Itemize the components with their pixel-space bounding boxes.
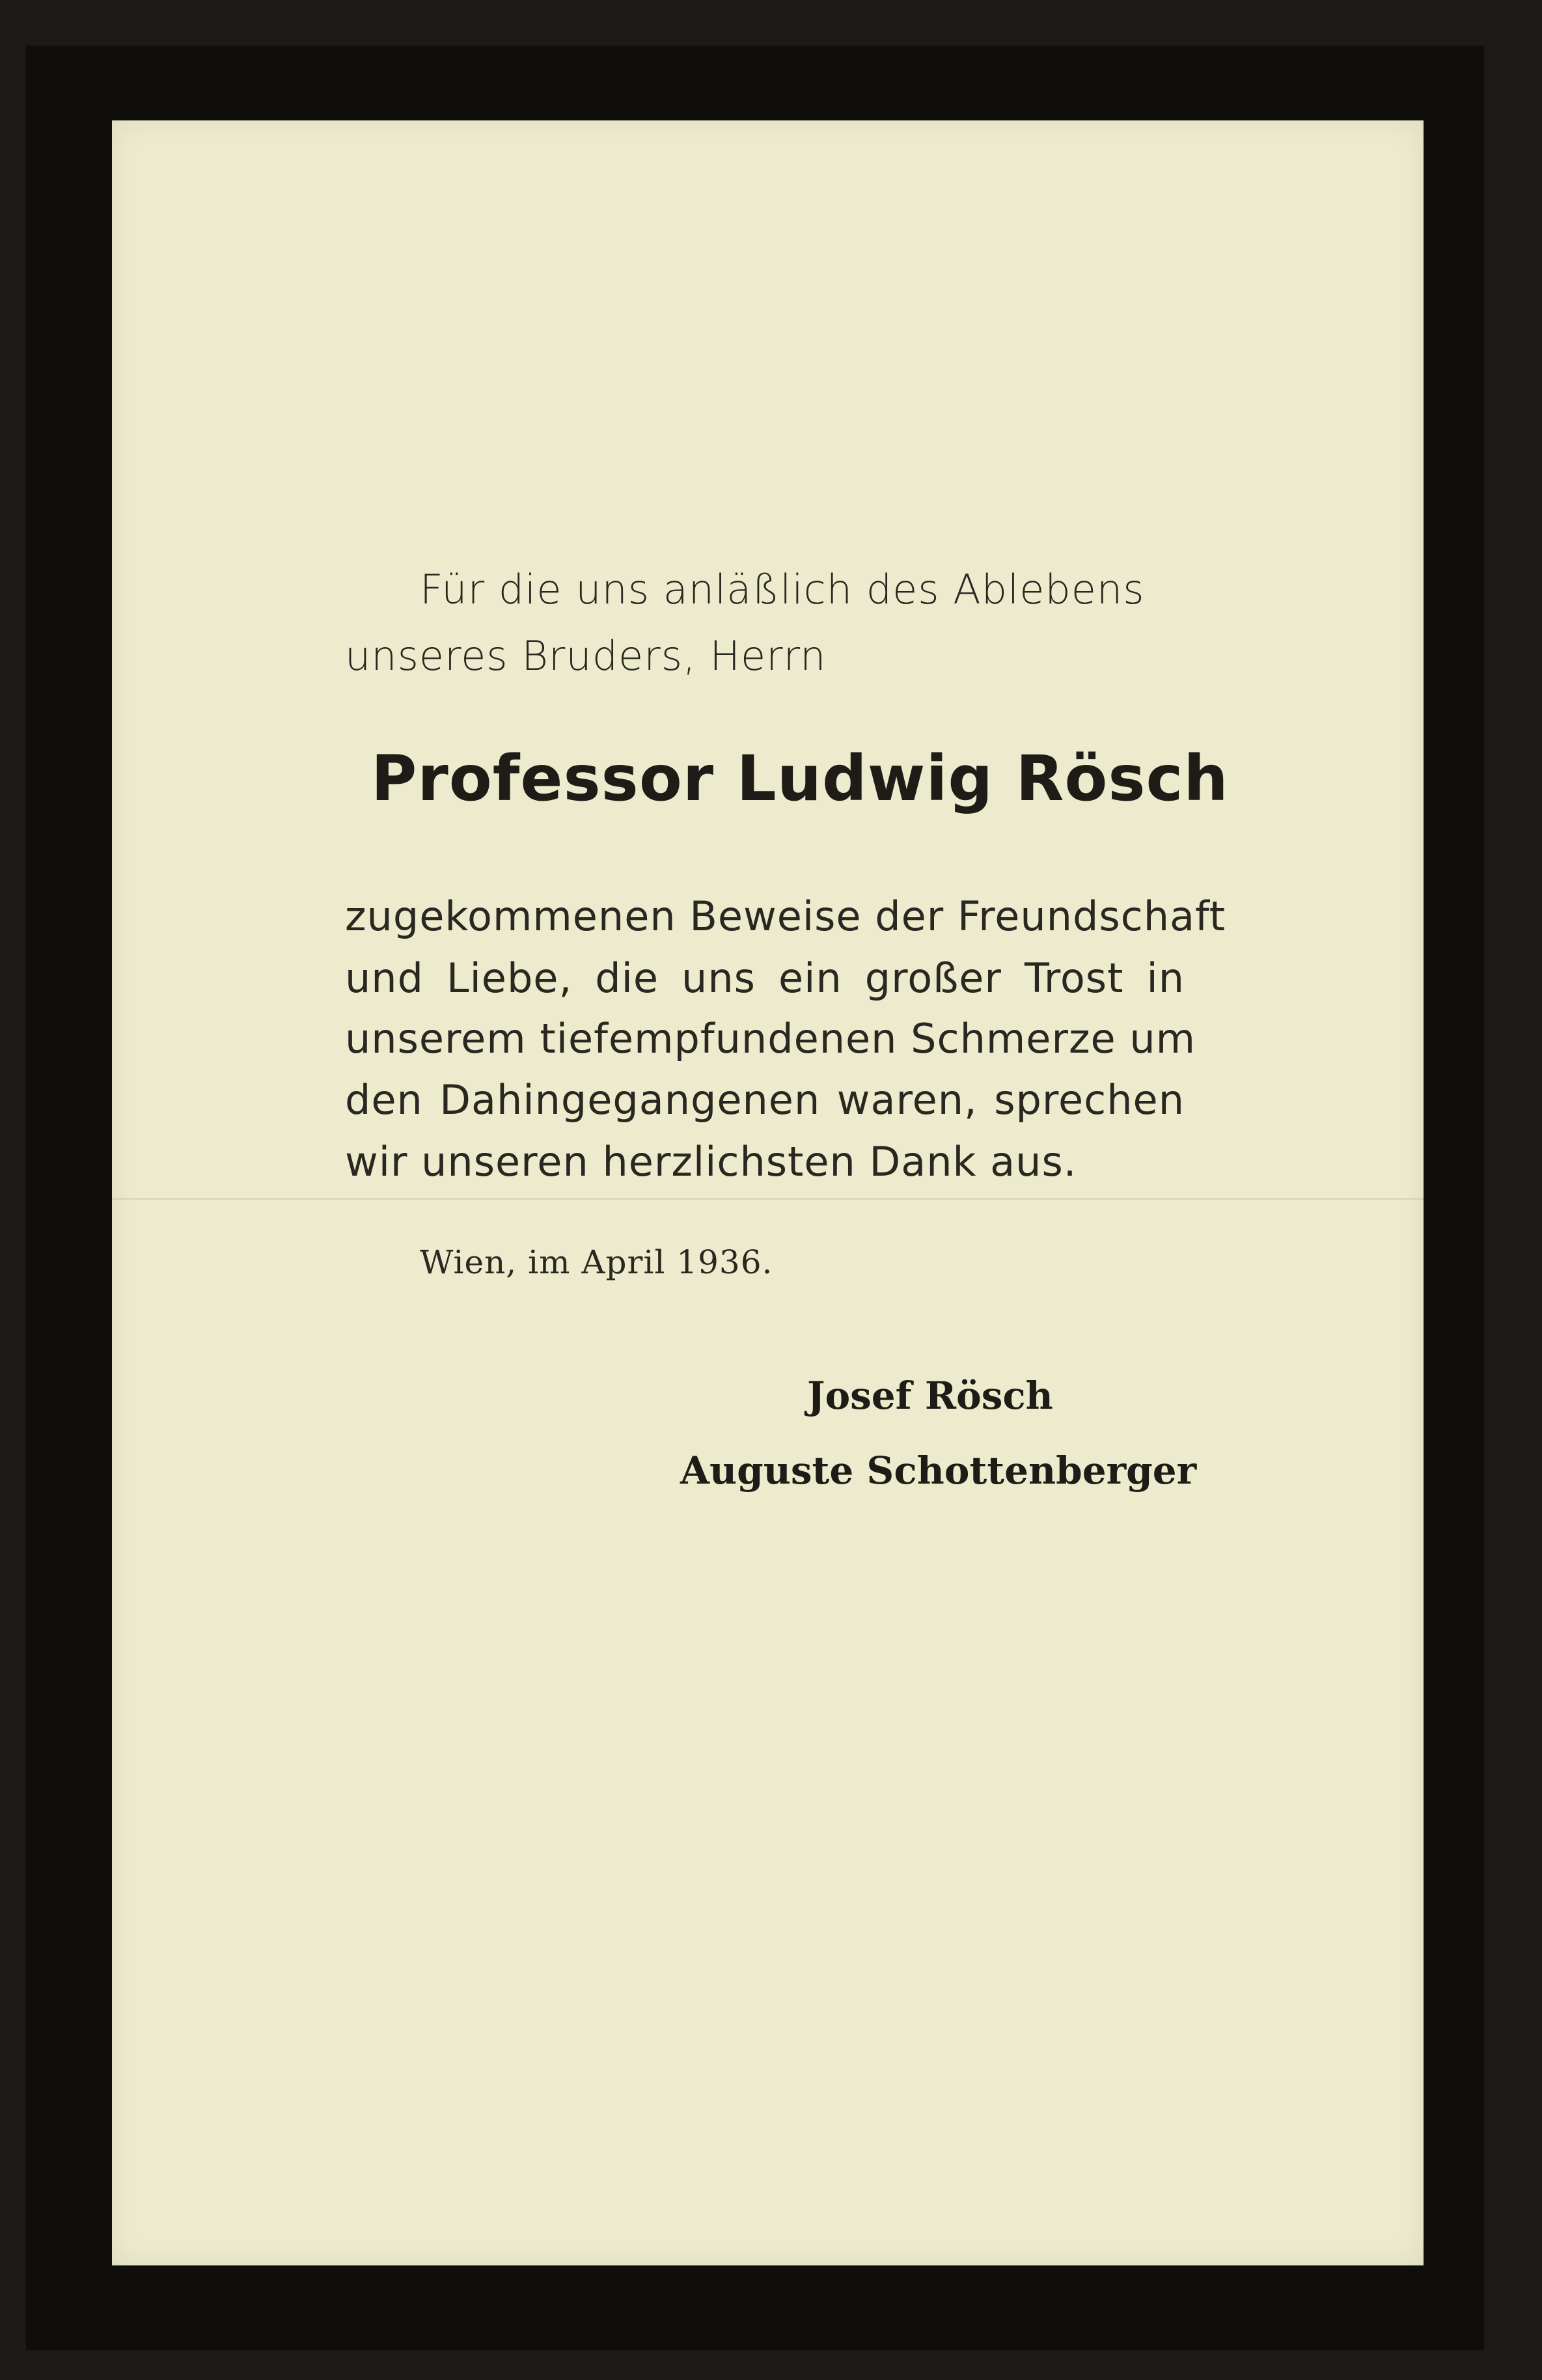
intro-line-1: Für die uns anläßlich des Ablebens [420, 566, 1145, 613]
intro-line-2: unseres Bruders, Herrn [345, 632, 827, 680]
body-text-line-1: zugekommenen Beweise der Freundschaft [345, 893, 1226, 940]
body-text-line [345, 885, 1226, 948]
paper-fold-line [112, 1198, 1424, 1200]
body-text-line-3: unserem tiefempfundenen Schmerze um [345, 1015, 1196, 1062]
body-text-line [345, 1069, 1185, 1131]
signatory-1: Josef Rösch [807, 1374, 1053, 1418]
dateline: Wien, im April 1936. [420, 1243, 773, 1281]
body-text-line [345, 947, 1185, 1010]
body-text-line [345, 1008, 1196, 1070]
body-text-line-2: und Liebe, die uns ein großer Trost in [345, 954, 1185, 1002]
body-text-line-4: den Dahingegangenen waren, sprechen [345, 1076, 1185, 1124]
body-text-line-last: wir unseren herzlichsten Dank aus. [345, 1138, 1077, 1185]
deceased-name: Professor Ludwig Rösch [371, 742, 1229, 815]
signatory-2: Auguste Schottenberger [680, 1448, 1197, 1493]
